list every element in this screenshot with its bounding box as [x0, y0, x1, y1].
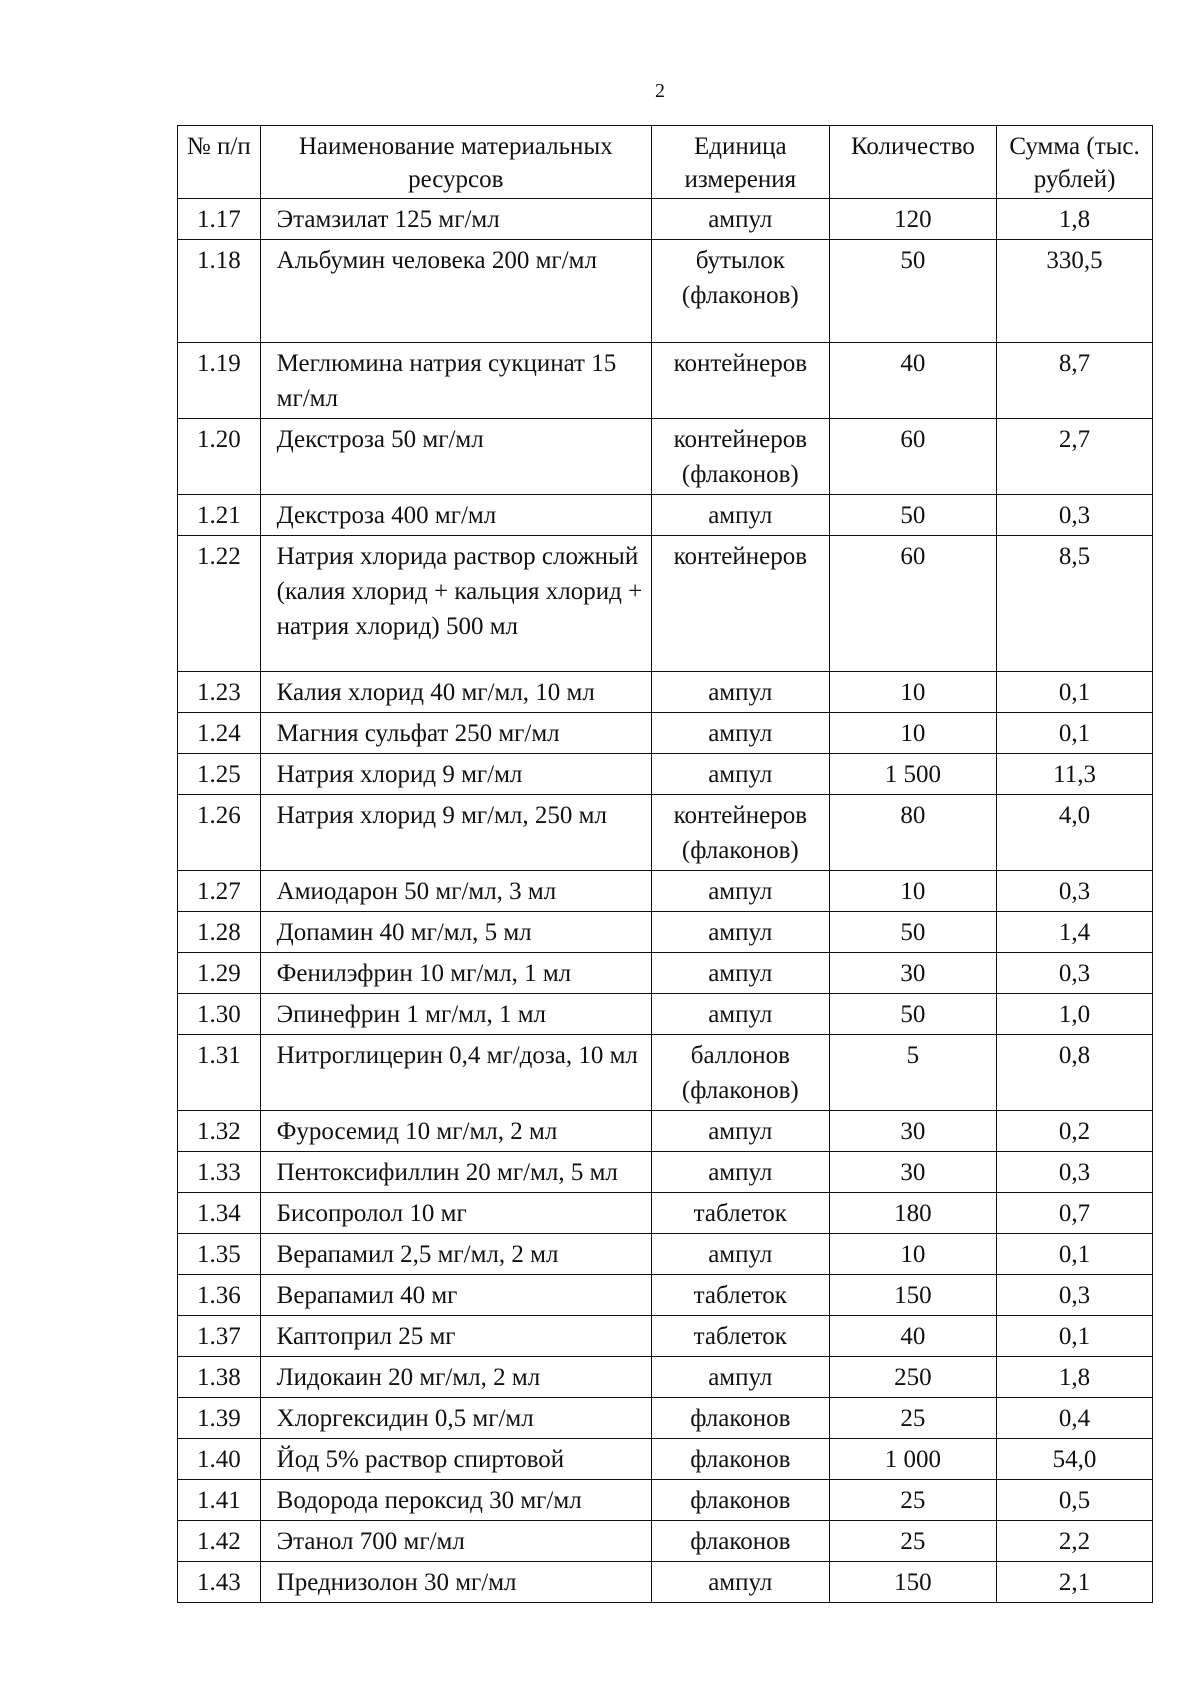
cell-num: 1.23 [178, 672, 261, 713]
cell-unit: ампул [651, 1152, 829, 1193]
cell-sum: 11,3 [997, 754, 1153, 795]
cell-name: Верапамил 40 мг [260, 1275, 651, 1316]
table-row [178, 1398, 1153, 1439]
cell-name: Альбумин человека 200 мг/мл [260, 240, 651, 343]
cell-name: Нитроглицерин 0,4 мг/доза, 10 мл [260, 1035, 651, 1111]
cell-qty: 150 [829, 1275, 996, 1316]
cell-qty: 30 [829, 1152, 996, 1193]
cell-qty: 40 [829, 1316, 996, 1357]
table-row [178, 754, 1153, 795]
materials-table [177, 125, 1153, 1603]
cell-name: Декстроза 50 мг/мл [260, 419, 651, 495]
cell-unit: ампул [651, 1562, 829, 1603]
cell-qty: 10 [829, 672, 996, 713]
table-row [178, 1316, 1153, 1357]
table-row [178, 994, 1153, 1035]
cell-name: Калия хлорид 40 мг/мл, 10 мл [260, 672, 651, 713]
cell-sum: 0,3 [997, 1275, 1153, 1316]
cell-sum: 0,3 [997, 871, 1153, 912]
cell-sum: 2,1 [997, 1562, 1153, 1603]
cell-name: Магния сульфат 250 мг/мл [260, 713, 651, 754]
cell-unit: ампул [651, 199, 829, 240]
cell-sum: 2,7 [997, 419, 1153, 495]
table-row [178, 912, 1153, 953]
cell-num: 1.40 [178, 1439, 261, 1480]
cell-name: Декстроза 400 мг/мл [260, 495, 651, 536]
cell-name: Амиодарон 50 мг/мл, 3 мл [260, 871, 651, 912]
cell-unit: таблеток [651, 1275, 829, 1316]
table-row [178, 1439, 1153, 1480]
cell-unit: флаконов [651, 1480, 829, 1521]
table-header-row [178, 126, 1153, 199]
table-row [178, 1562, 1153, 1603]
cell-sum: 2,2 [997, 1521, 1153, 1562]
cell-sum: 0,3 [997, 495, 1153, 536]
cell-name: Натрия хлорида раствор сложный (калия хлорид + кальция хлорид + натрия хлорид) 500 мл [260, 536, 651, 672]
table-row [178, 1357, 1153, 1398]
table-body [178, 199, 1153, 1603]
cell-num: 1.22 [178, 536, 261, 672]
cell-qty: 50 [829, 994, 996, 1035]
table-row [178, 795, 1153, 871]
table-row [178, 1275, 1153, 1316]
cell-name: Натрия хлорид 9 мг/мл [260, 754, 651, 795]
cell-num: 1.37 [178, 1316, 261, 1357]
table-row [178, 1035, 1153, 1111]
cell-sum: 0,5 [997, 1480, 1153, 1521]
cell-qty: 30 [829, 1111, 996, 1152]
cell-unit: ампул [651, 871, 829, 912]
cell-num: 1.38 [178, 1357, 261, 1398]
cell-num: 1.29 [178, 953, 261, 994]
cell-sum: 1,8 [997, 1357, 1153, 1398]
page-number: 2 [655, 80, 665, 102]
table-row [178, 953, 1153, 994]
cell-num: 1.41 [178, 1480, 261, 1521]
cell-sum: 0,1 [997, 1316, 1153, 1357]
cell-unit: бутылок (флаконов) [651, 240, 829, 343]
cell-name: Бисопролол 10 мг [260, 1193, 651, 1234]
table-row [178, 240, 1153, 343]
cell-qty: 50 [829, 912, 996, 953]
cell-name: Фенилэфрин 10 мг/мл, 1 мл [260, 953, 651, 994]
cell-unit: ампул [651, 912, 829, 953]
cell-unit: контейнеров (флаконов) [651, 419, 829, 495]
cell-qty: 250 [829, 1357, 996, 1398]
cell-qty: 60 [829, 419, 996, 495]
cell-unit: ампул [651, 994, 829, 1035]
cell-sum: 4,0 [997, 795, 1153, 871]
cell-unit: баллонов (флаконов) [651, 1035, 829, 1111]
cell-qty: 10 [829, 871, 996, 912]
cell-num: 1.39 [178, 1398, 261, 1439]
cell-num: 1.26 [178, 795, 261, 871]
cell-num: 1.31 [178, 1035, 261, 1111]
cell-qty: 10 [829, 713, 996, 754]
header-unit: Единица измерения [651, 126, 829, 199]
cell-qty: 30 [829, 953, 996, 994]
cell-sum: 0,1 [997, 672, 1153, 713]
cell-name: Пентоксифиллин 20 мг/мл, 5 мл [260, 1152, 651, 1193]
cell-sum: 8,5 [997, 536, 1153, 672]
cell-num: 1.18 [178, 240, 261, 343]
cell-num: 1.34 [178, 1193, 261, 1234]
cell-unit: ампул [651, 1111, 829, 1152]
cell-qty: 5 [829, 1035, 996, 1111]
cell-qty: 80 [829, 795, 996, 871]
cell-name: Хлоргексидин 0,5 мг/мл [260, 1398, 651, 1439]
header-sum: Сумма (тыс. рублей) [997, 126, 1153, 199]
cell-sum: 330,5 [997, 240, 1153, 343]
cell-unit: ампул [651, 672, 829, 713]
cell-qty: 25 [829, 1480, 996, 1521]
cell-qty: 50 [829, 240, 996, 343]
cell-num: 1.30 [178, 994, 261, 1035]
cell-name: Йод 5% раствор спиртовой [260, 1439, 651, 1480]
cell-unit: контейнеров (флаконов) [651, 795, 829, 871]
cell-sum: 54,0 [997, 1439, 1153, 1480]
header-name: Наименование материальных ресурсов [260, 126, 651, 199]
cell-unit: ампул [651, 754, 829, 795]
cell-num: 1.42 [178, 1521, 261, 1562]
cell-qty: 40 [829, 343, 996, 419]
cell-sum: 0,1 [997, 1234, 1153, 1275]
header-qty: Количество [829, 126, 996, 199]
cell-sum: 0,1 [997, 713, 1153, 754]
cell-name: Водорода пероксид 30 мг/мл [260, 1480, 651, 1521]
table-row [178, 343, 1153, 419]
cell-unit: таблеток [651, 1193, 829, 1234]
cell-qty: 60 [829, 536, 996, 672]
cell-unit: таблеток [651, 1316, 829, 1357]
cell-sum: 8,7 [997, 343, 1153, 419]
cell-qty: 10 [829, 1234, 996, 1275]
cell-num: 1.33 [178, 1152, 261, 1193]
cell-num: 1.28 [178, 912, 261, 953]
cell-unit: ампул [651, 713, 829, 754]
cell-sum: 1,8 [997, 199, 1153, 240]
cell-num: 1.24 [178, 713, 261, 754]
cell-unit: флаконов [651, 1439, 829, 1480]
cell-sum: 0,3 [997, 1152, 1153, 1193]
cell-num: 1.36 [178, 1275, 261, 1316]
cell-name: Каптоприл 25 мг [260, 1316, 651, 1357]
table-row [178, 495, 1153, 536]
cell-name: Меглюмина натрия сукцинат 15 мг/мл [260, 343, 651, 419]
cell-num: 1.43 [178, 1562, 261, 1603]
cell-num: 1.17 [178, 199, 261, 240]
cell-sum: 0,3 [997, 953, 1153, 994]
table-row [178, 1193, 1153, 1234]
cell-sum: 0,7 [997, 1193, 1153, 1234]
cell-name: Этанол 700 мг/мл [260, 1521, 651, 1562]
cell-unit: ампул [651, 1357, 829, 1398]
cell-name: Этамзилат 125 мг/мл [260, 199, 651, 240]
cell-sum: 1,0 [997, 994, 1153, 1035]
cell-qty: 1 500 [829, 754, 996, 795]
cell-name: Лидокаин 20 мг/мл, 2 мл [260, 1357, 651, 1398]
cell-qty: 25 [829, 1398, 996, 1439]
cell-unit: ампул [651, 953, 829, 994]
table-row [178, 1234, 1153, 1275]
cell-unit: ампул [651, 1234, 829, 1275]
header-num: № п/п [178, 126, 261, 199]
cell-num: 1.32 [178, 1111, 261, 1152]
cell-name: Фуросемид 10 мг/мл, 2 мл [260, 1111, 651, 1152]
cell-sum: 0,2 [997, 1111, 1153, 1152]
cell-sum: 0,4 [997, 1398, 1153, 1439]
cell-qty: 25 [829, 1521, 996, 1562]
cell-name: Преднизолон 30 мг/мл [260, 1562, 651, 1603]
cell-name: Верапамил 2,5 мг/мл, 2 мл [260, 1234, 651, 1275]
table-row [178, 199, 1153, 240]
table-row [178, 713, 1153, 754]
cell-name: Натрия хлорид 9 мг/мл, 250 мл [260, 795, 651, 871]
table-row [178, 1480, 1153, 1521]
cell-unit: флаконов [651, 1521, 829, 1562]
cell-num: 1.20 [178, 419, 261, 495]
table-row [178, 672, 1153, 713]
cell-unit: флаконов [651, 1398, 829, 1439]
cell-num: 1.27 [178, 871, 261, 912]
cell-qty: 150 [829, 1562, 996, 1603]
table-row [178, 1152, 1153, 1193]
cell-unit: контейнеров [651, 343, 829, 419]
cell-num: 1.25 [178, 754, 261, 795]
cell-num: 1.35 [178, 1234, 261, 1275]
cell-sum: 1,4 [997, 912, 1153, 953]
table-row [178, 419, 1153, 495]
cell-qty: 50 [829, 495, 996, 536]
cell-sum: 0,8 [997, 1035, 1153, 1111]
table-row [178, 1111, 1153, 1152]
cell-num: 1.19 [178, 343, 261, 419]
cell-qty: 1 000 [829, 1439, 996, 1480]
table-row [178, 536, 1153, 672]
cell-num: 1.21 [178, 495, 261, 536]
cell-unit: контейнеров [651, 536, 829, 672]
cell-name: Эпинефрин 1 мг/мл, 1 мл [260, 994, 651, 1035]
cell-qty: 120 [829, 199, 996, 240]
table-row [178, 1521, 1153, 1562]
table-row [178, 871, 1153, 912]
cell-qty: 180 [829, 1193, 996, 1234]
cell-unit: ампул [651, 495, 829, 536]
cell-name: Допамин 40 мг/мл, 5 мл [260, 912, 651, 953]
